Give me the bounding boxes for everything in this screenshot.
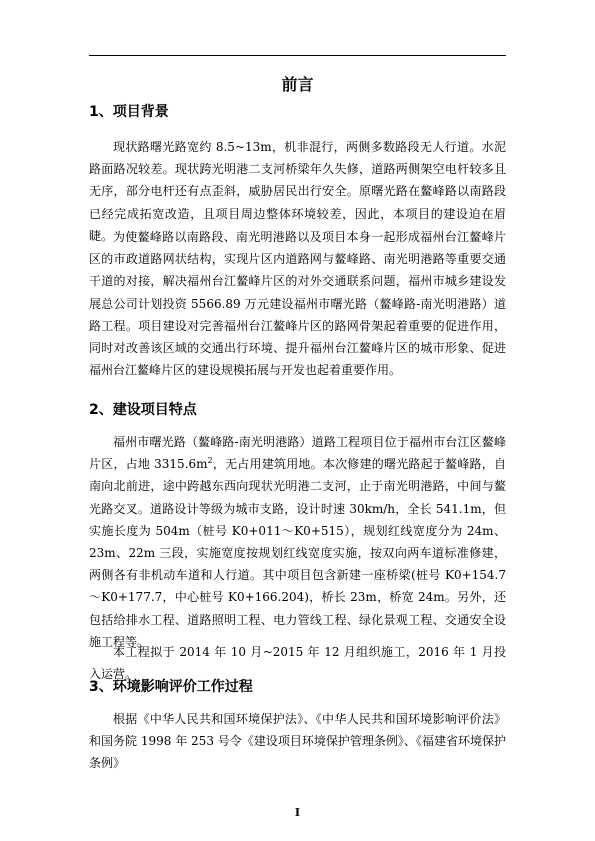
paragraph-background-2: 为使鳌峰路以南路段、南光明港路以及项目本身一起形成福州台江鳌峰片区的市政道路网状结构，实现片区内道路网与鳌峰路、南光明港路等重要交通干道的对接，解决福州台江鳌峰片区的对外交通联系问题，福州市城乡建设发展总公司计划投资 5566.89 万元建设福州市曙光路（鳌峰路-南光明港路）道路工程。项目建设对完善福州台江鳌峰片区的路网骨架起着重要的促进作用，同时对改善该区域的交通出行环境、提升福州台江鳌峰片区的城市形象、促进福州台江鳌峰片区的建设规模拓展与开发也起着重要作用。: [89, 230, 506, 378]
section-heading-eia-process: 3、环境影响评价工作过程: [89, 679, 253, 695]
superscript-2: 2: [207, 456, 213, 466]
paragraph-features-1-rest: ，无占用建筑用地。本次修建的曙光路起于鳌峰路，自南向北前进，途中跨越东西向现状光明港二支河，止于南光明港路，中间与鳌光路交叉。道路设计等级为城市支路，设计时速 30km/h，全长 541.1m，但实施长度为 504m（桩号 K0+011～K0+515），规划红线宽度分为 24m、23m、22m 三段，实施宽度按规划红线宽度实施，按双向两车道标准修建，两侧各有非机动车道和人行道。其中项目包含新建一座桥梁(桩号 K0+154.7～K0+177.7，中心桩号 K0+166.204)，桥长 23m，桥宽 24m。另外，还包括给排水工程、道路照明工程、电力管线工程、绿化景观工程、交通安全设施工程等。: [89, 457, 506, 649]
paragraph-features-1-start: 福州市曙光路（鳌峰路-南光明港路）道路工程项目位于福州市台江区鳌峰片区，占地 3315.6m: [89, 435, 506, 472]
section-heading-features: 2、建设项目特点: [89, 402, 197, 418]
section-heading-background: 1、项目背景: [89, 104, 169, 120]
page-number: I: [294, 806, 301, 819]
paragraph-background-1: 现状路曙光路宽约 8.5~13m，机非混行，两侧多数路段无人行道。水泥路面路况较差。现状跨光明港二支河桥梁年久失修，道路两侧架空电杆较多且无序，部分电杆还有点歪斜，威胁居民出行安全。原曙光路在鳌峰路以南路段已经完成拓宽改造，且项目周边整体环境较差，因此，本项目的建设迫在眉睫。: [89, 140, 506, 243]
paragraph-eia-1: 根据《中华人民共和国环境保护法》、《中华人民共和国环境影响评价法》和国务院 1998 年 253 号令《建设项目环境保护管理条例》、《福建省环境保护条例》: [89, 712, 506, 771]
paragraph-features-2: 本工程拟于 2014 年 10 月~2015 年 12 月组织施工，2016 年 1 月投入运营。: [89, 645, 506, 682]
header-rule: [89, 55, 506, 56]
page-title: 前言: [281, 75, 314, 94]
paragraph-features-1: [89, 431, 506, 653]
